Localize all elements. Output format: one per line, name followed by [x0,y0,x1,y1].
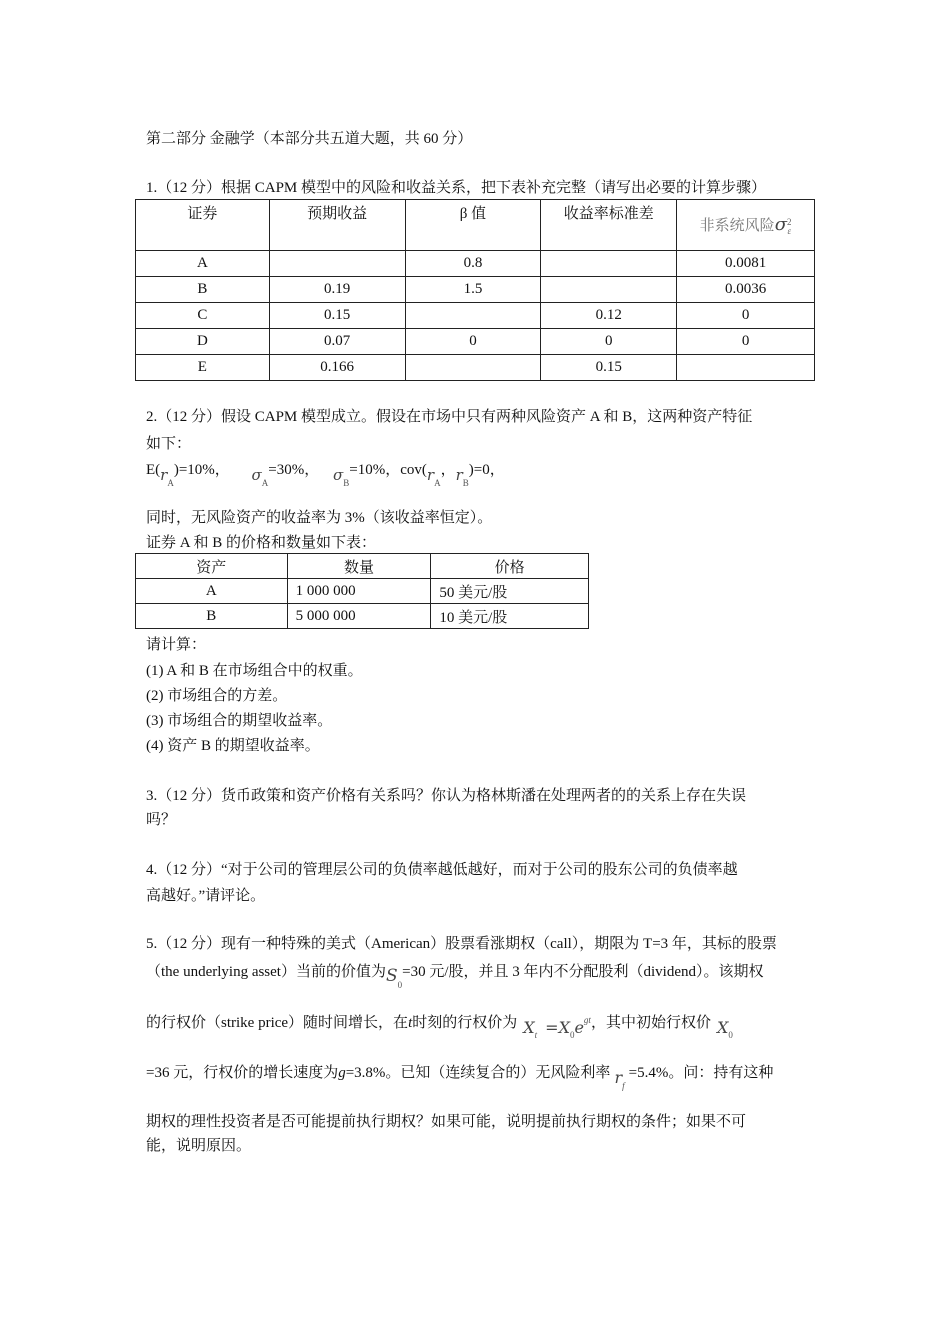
formula-e: e [574,1018,584,1037]
formula-text: cov( [400,462,427,478]
q5-line2 [146,960,764,990]
formula-sub: A [167,478,174,488]
formula-r: r [426,466,435,484]
formula-sub: 0 [569,1030,575,1040]
q5-text: （the underlying asset）当前的价值为 [146,964,386,980]
table-row [136,329,815,355]
formula-text: E( [146,462,161,478]
unsystematic-risk-label: 非系统风险 [699,218,775,235]
formula-text: )=10%， [173,462,230,478]
formula-sub: 0 [728,1030,733,1040]
cell: 0.0036 [677,277,815,303]
cell: C [136,303,270,329]
formula-sigma: σ [333,466,344,484]
cell: 0.166 [269,355,405,381]
cell [541,251,677,277]
cell [269,251,405,277]
formula-sup: gt [583,1015,591,1025]
sigma-sup: 2 [786,216,792,227]
sigma-sub: ε [787,225,791,236]
formula-sub: 0 [397,980,403,990]
q1-header-security: 证券 [136,200,270,251]
formula-text: =30%， [268,462,320,478]
q3-line1: 3.（12 分）货币政策和资产价格有关系吗？你认为格林斯潘在处理两者的的关系上存在失误 [146,788,747,804]
formula-r: r [614,1068,623,1087]
cell [541,277,677,303]
q5-text: 的行权价（strike price）随时间增长，在 [146,1015,409,1031]
cell: 0 [677,329,815,355]
list-item: (2) 市场组合的方差。 [146,688,288,704]
cell: 1 000 000 [287,579,431,604]
q5-text: ，其中初始行权价 [590,1015,711,1031]
cell: A [136,251,270,277]
q2-header-quantity: 数量 [287,554,431,579]
q5-line5: 期权的理性投资者是否可能提前执行期权？如果可能，说明提前执行期权的条件；如果不可 [146,1114,747,1130]
cell: 0.07 [269,329,405,355]
formula-text: ， [440,462,456,478]
q5-line1: 5.（12 分）现有一种特殊的美式（American）股票看涨期权（call），期限为 T=3 年，其标的股票 [146,936,777,952]
cell: 5 000 000 [287,604,431,629]
section-title: 第二部分 金融学（本部分共五道大题，共 60 分） [146,131,473,147]
list-item: (1) A 和 B 在市场组合中的权重。 [146,663,363,679]
cell: B [136,604,288,629]
list-item: (3) 市场组合的期望收益率。 [146,713,333,729]
q2-table [135,553,589,629]
q5-text: =36 元，行权价的增长速度为 [146,1065,339,1081]
q5-text: =30 元/股，并且 3 年内不分配股利（dividend）。该期权 [402,964,764,980]
q5-text: =5.4%。问：持有这种 [628,1065,774,1081]
cell: D [136,329,270,355]
cell [405,303,541,329]
q1-header-beta: β 值 [405,200,541,251]
cell: 0 [677,303,815,329]
q5-line6: 能，说明原因。 [146,1138,252,1154]
table-row [136,579,589,604]
q2-ask: 请计算： [146,637,207,653]
q1-header-unsystematic-risk [677,200,815,251]
formula-sigma: σ [251,466,262,484]
q2-table-header [136,554,589,579]
q4-line2: 高越好。”请评论。 [146,888,266,904]
q5-text: =3.8%。已知（连续复合的）无风险利率 [345,1065,611,1081]
cell: 0.15 [541,355,677,381]
formula-sub: A [261,478,269,488]
q2-header-asset: 资产 [136,554,288,579]
formula-eq: = [545,1018,559,1037]
formula-r: r [160,466,168,484]
cell: 0.15 [269,303,405,329]
cell: 10 美元/股 [431,604,589,629]
q5-line4 [146,1061,774,1091]
formula-x: X [523,1018,535,1037]
formula-sub: A [434,478,441,488]
formula-x: X [558,1018,570,1037]
formula-text: )=0， [468,462,505,478]
formula-r: r [455,466,463,484]
var-g: g [338,1065,346,1081]
q1-header-std-dev: 收益率标准差 [541,200,677,251]
q5-line3 [146,1011,733,1040]
formula-s: S [385,966,398,986]
cell: 0.8 [405,251,541,277]
cell: 0.12 [541,303,677,329]
cell: E [136,355,270,381]
cell [677,355,815,381]
cell: 0.19 [269,277,405,303]
formula-sub: B [343,478,350,488]
sigma-symbol: σ [774,214,787,236]
q2-line2: 如下： [146,436,192,452]
cell: A [136,579,288,604]
cell: 1.5 [405,277,541,303]
q1-header-expected-return: 预期收益 [269,200,405,251]
cell [405,355,541,381]
q2-line1: 2.（12 分）假设 CAPM 模型成立。假设在市场中只有两种风险资产 A 和 B，这两种资产特征 [146,409,753,425]
formula-text: =10%， [349,462,401,478]
table-row [136,251,815,277]
table-row [136,604,589,629]
cell: B [136,277,270,303]
formula-sub: B [462,478,469,488]
q1-table [135,199,815,381]
q1-table-header [136,200,815,251]
var-t: t [408,1015,413,1031]
q2-line4: 证券 A 和 B 的价格和数量如下表： [146,535,377,551]
table-row [136,355,815,381]
q3-line2: 吗？ [146,812,177,828]
cell: 0.0081 [677,251,815,277]
table-row [136,303,815,329]
list-item: (4) 资产 B 的期望收益率。 [146,738,320,754]
formula-sub: t [534,1030,538,1040]
formula-x: X [716,1018,729,1037]
cell: 0 [405,329,541,355]
q5-text: 时刻的行权价为 [412,1015,518,1031]
q2-line3: 同时，无风险资产的收益率为 3%（该收益率恒定）。 [146,510,493,526]
cell: 50 美元/股 [431,579,589,604]
q4-line1: 4.（12 分）“对于公司的管理层公司的负债率越低越好，而对于公司的股东公司的负债率越 [146,862,738,878]
formula-sub: f [622,1081,625,1091]
table-row [136,277,815,303]
q2-formula [146,458,505,492]
cell: 0 [541,329,677,355]
q1-text: 1.（12 分）根据 CAPM 模型中的风险和收益关系，把下表补充完整（请写出必要的计算步骤） [146,180,767,196]
q2-header-price: 价格 [431,554,589,579]
